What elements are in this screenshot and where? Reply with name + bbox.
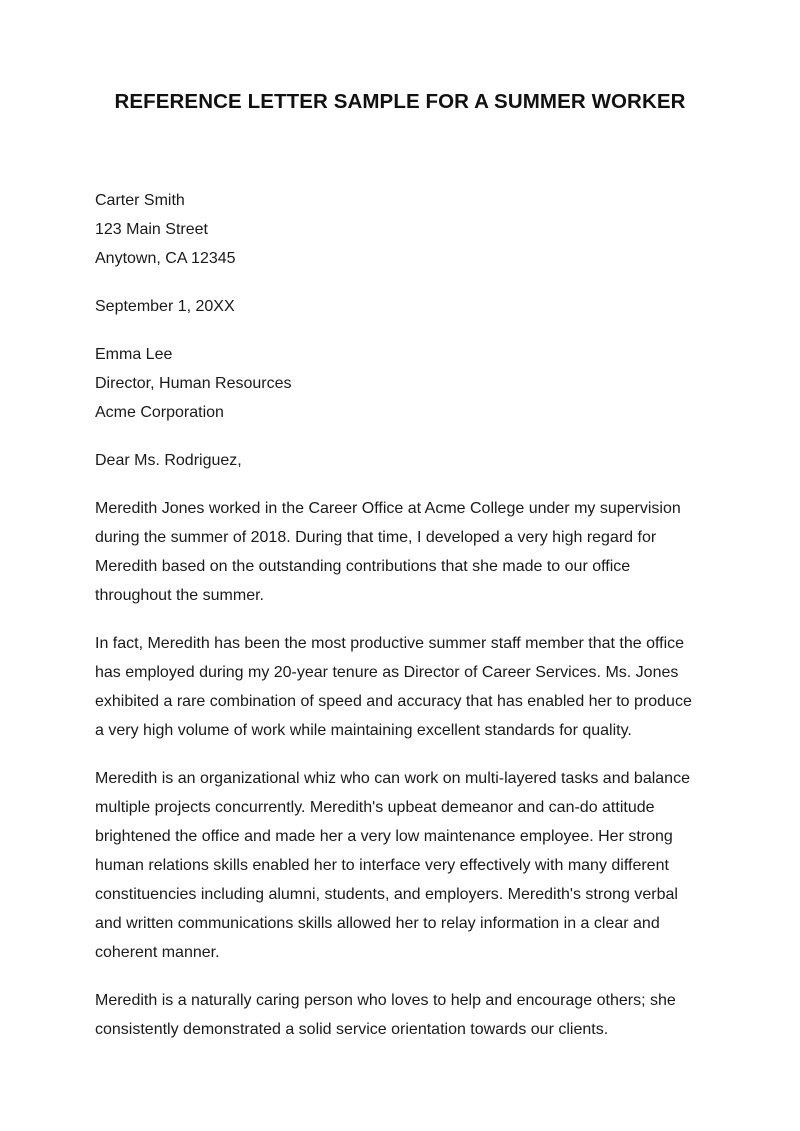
recipient-name: Emma Lee — [95, 345, 173, 363]
salutation: Dear Ms. Rodriguez, — [95, 451, 242, 469]
page-title: REFERENCE LETTER SAMPLE FOR A SUMMER WORKER — [114, 90, 686, 113]
body-paragraph: Meredith is a naturally caring person who loves to help and encourage others; she consistently demonstrated a solid service orientation towards our clients. — [95, 991, 676, 1038]
body-paragraph: Meredith Jones worked in the Career Office at Acme College under my supervision during the summer of 2018. During that time, I developed a very high regard for Meredith based on the outstanding contributions that she made to our office throughout the summer. — [95, 499, 681, 604]
recipient-address-block — [95, 340, 705, 427]
letter-content — [95, 88, 705, 1044]
date-block — [95, 292, 705, 321]
sender-street: 123 Main Street — [95, 220, 208, 238]
title-spacer — [95, 116, 705, 186]
recipient-title: Director, Human Resources — [95, 374, 292, 392]
body-paragraph: In fact, Meredith has been the most productive summer staff member that the office has employed during my 20-year tenure as Director of Career Services. Ms. Jones exhibited a rare combination of speed and accuracy that has enabled her to produce a very high volume of work while maintaining excellent standards for quality. — [95, 634, 692, 739]
sender-name: Carter Smith — [95, 191, 185, 209]
sender-address-block — [95, 186, 705, 273]
sender-city-state-zip: Anytown, CA 12345 — [95, 249, 236, 267]
letter-date: September 1, 20XX — [95, 297, 235, 315]
recipient-company: Acme Corporation — [95, 403, 224, 421]
body-paragraph: Meredith is an organizational whiz who can work on multi-layered tasks and balance multiple projects concurrently. Meredith's upbeat demeanor and can-do attitude brightened the office and made her a very low maintenance employee. Her strong human relations skills enabled her to interface very effectively with many different constituencies including alumni, students, and employers. Meredith's strong verbal and written communications skills allowed her to relay information in a clear and coherent manner. — [95, 769, 690, 961]
